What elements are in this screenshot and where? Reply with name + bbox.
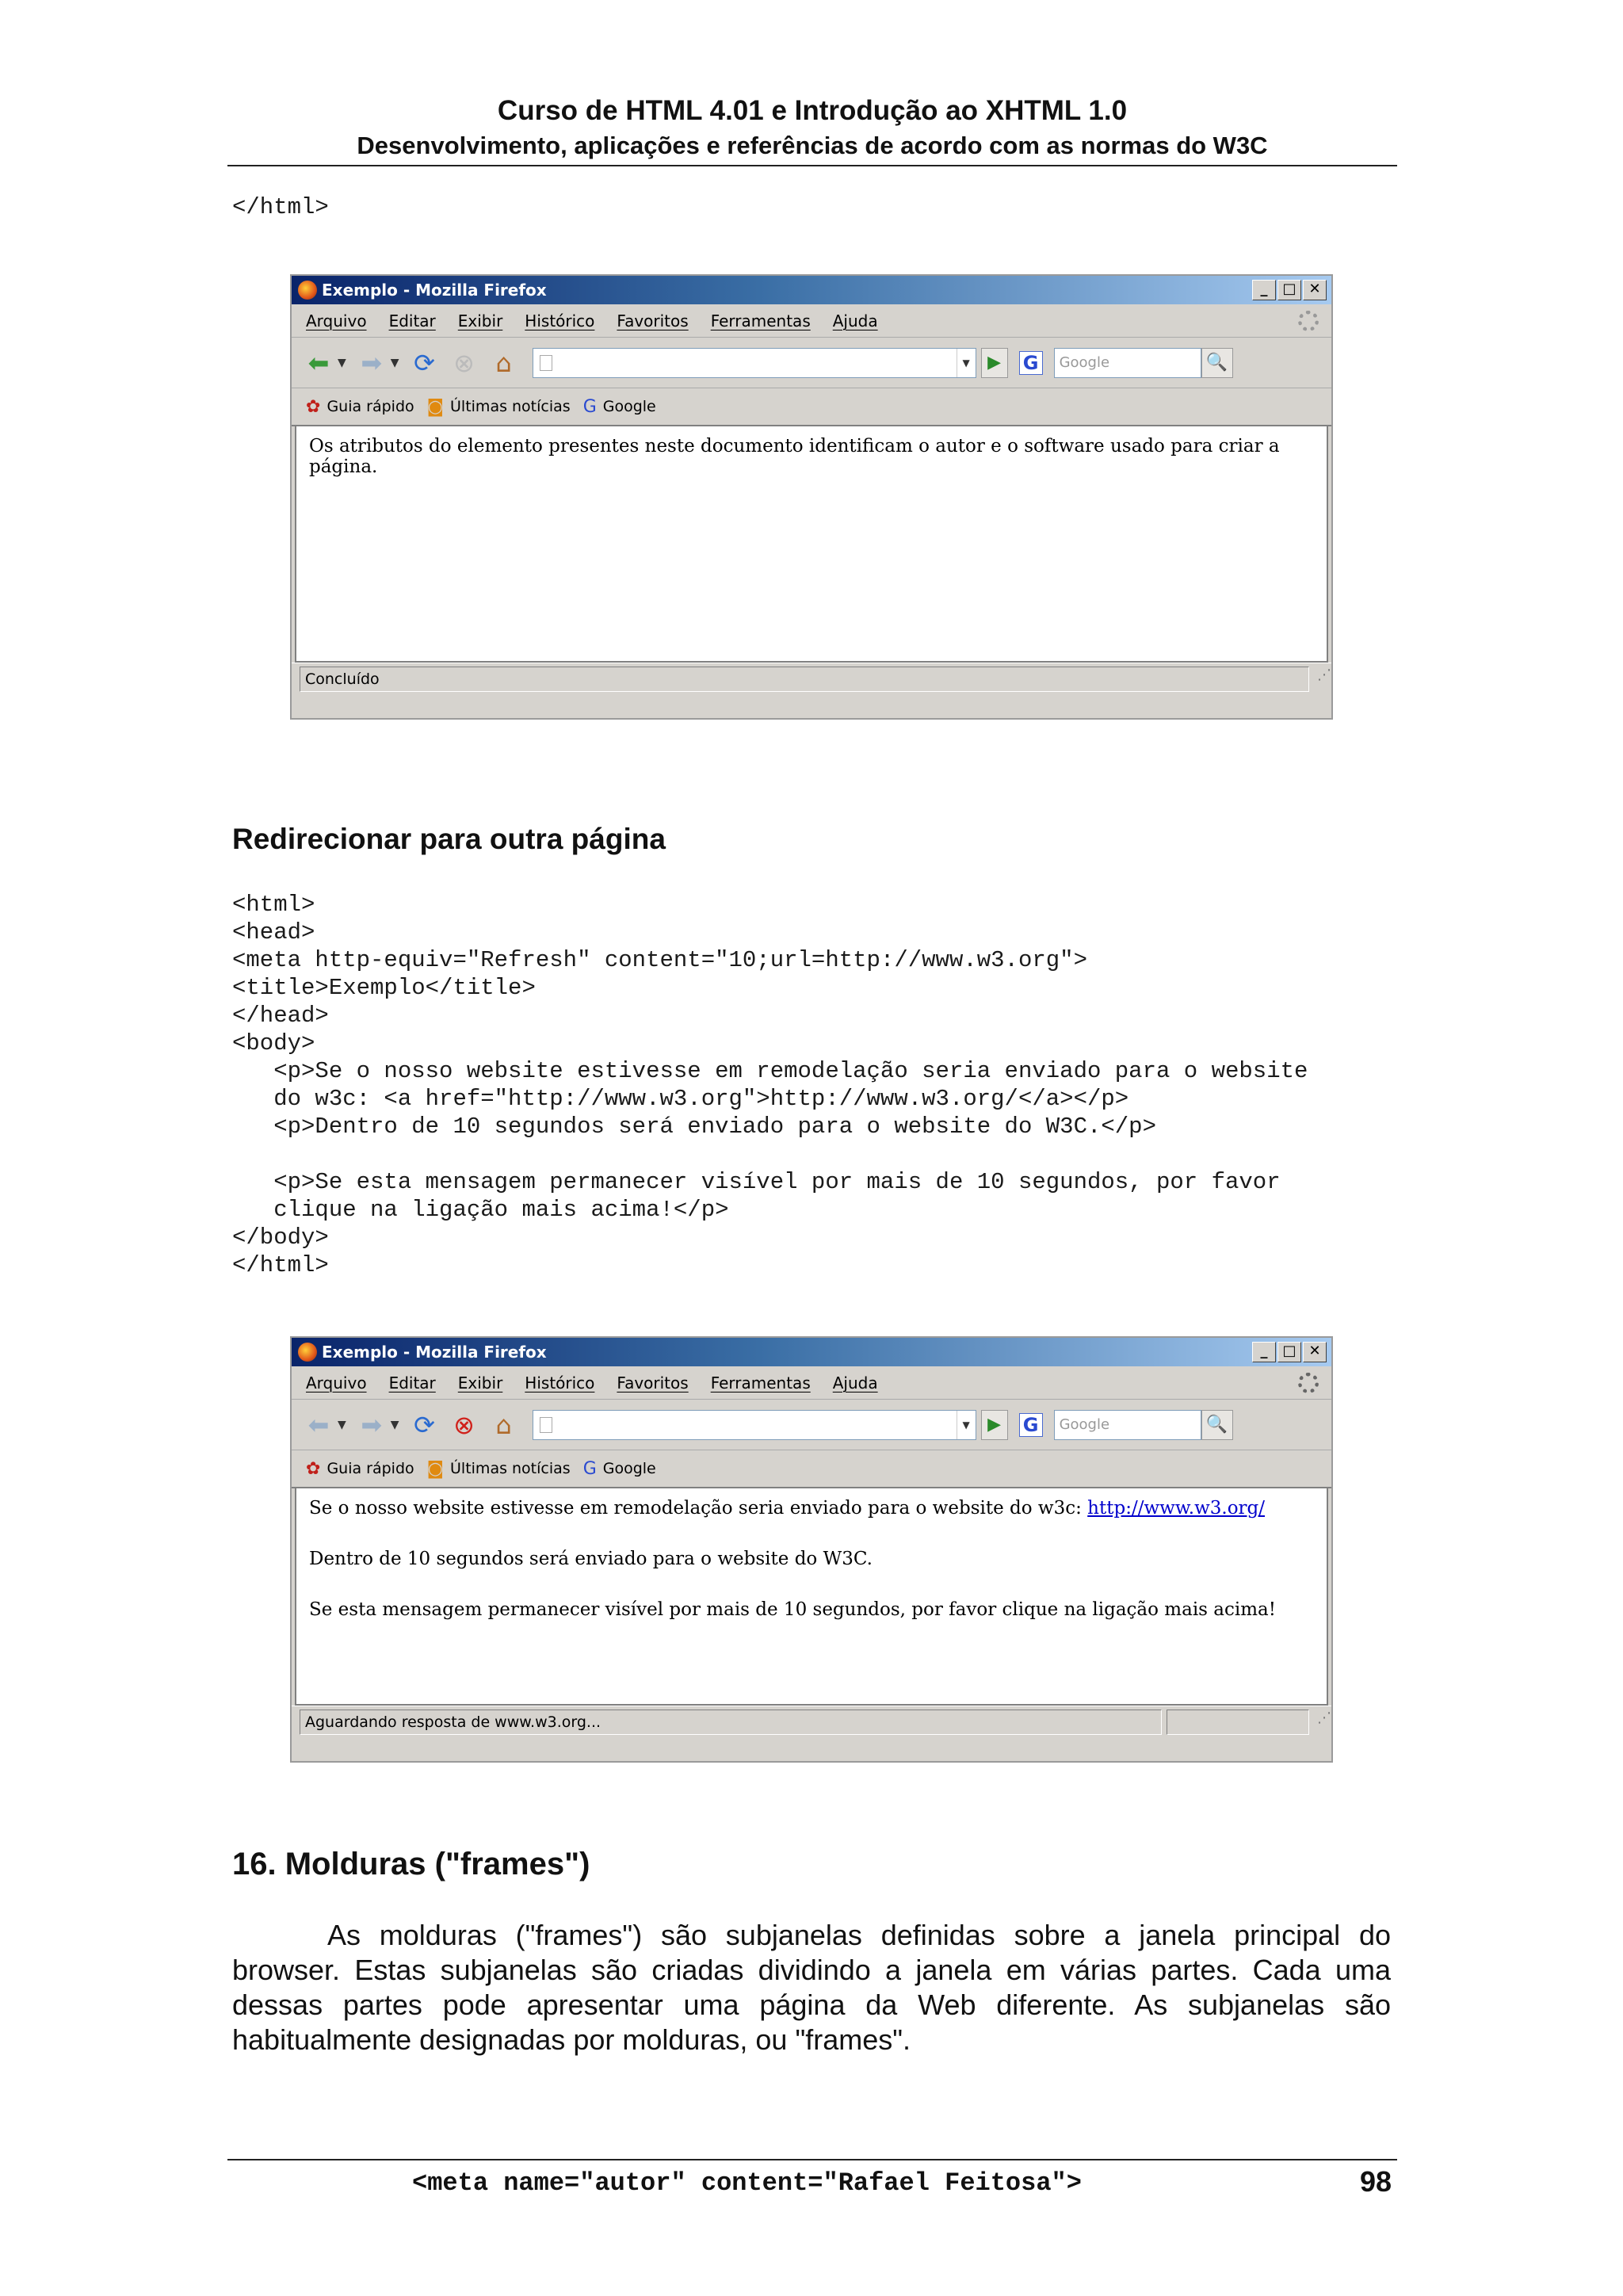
menu-favoritos[interactable]: Favoritos — [617, 1373, 689, 1392]
maximize-button[interactable]: □ — [1277, 280, 1301, 300]
stop-icon[interactable]: ⊗ — [453, 347, 475, 378]
document-title: Curso de HTML 4.01 e Introdução ao XHTML 1.0 — [497, 95, 1128, 126]
page-icon — [540, 355, 552, 371]
redirect-code-block: <html> <head> <meta http-equiv="Refresh" content="10;url=http://www.w3.org"> <title>Exemplo</title> </head> <body> <p>Se o nosso website estivesse em remodelação seria enviado para o website do w3c: <a href="http://www.w3.org">http://www.w3.org/</a></p> <p>Dentro de 10 segundos será enviado para o website do W3C.</p> <p>Se esta mensagem permanecer visível por mais de 10 segundos, por favor clique na ligação mais acima!</p> </body> </html> — [232, 892, 1308, 1278]
content-line-1 — [309, 1498, 1314, 1519]
content-line-3: Se esta mensagem permanecer visível por mais de 10 segundos, por favor clique na ligação mais acima! — [309, 1599, 1277, 1620]
page-icon — [540, 1417, 552, 1433]
back-arrow-icon[interactable]: ⬅ — [307, 347, 330, 378]
window-title: Exemplo - Mozilla Firefox — [322, 1343, 547, 1362]
bookmarks-toolbar — [292, 388, 1331, 426]
go-button[interactable]: ▶ — [981, 348, 1008, 378]
firefox-icon — [298, 1343, 317, 1362]
close-button[interactable]: ✕ — [1303, 1342, 1327, 1362]
forward-arrow-icon[interactable]: ➡ — [361, 347, 383, 378]
firefox-icon — [298, 281, 317, 300]
google-icon: G — [582, 1458, 597, 1479]
reload-icon[interactable]: ⟳ — [414, 1409, 435, 1440]
red-bird-icon: ✿ — [306, 1458, 321, 1479]
status-text: Aguardando resposta de www.w3.org... — [300, 1710, 1162, 1735]
footer-code: <meta name="autor" content="Rafael Feitosa"> — [412, 2168, 1082, 2198]
stop-icon[interactable]: ⊗ — [453, 1409, 475, 1440]
back-arrow-icon[interactable]: ⬅ — [307, 1409, 330, 1440]
back-dropdown-icon[interactable]: ▼ — [338, 356, 346, 369]
bookmark-label: Últimas notícias — [450, 1460, 571, 1477]
navigation-toolbar — [292, 338, 1331, 388]
browser-window-1 — [290, 274, 1333, 720]
go-button[interactable]: ▶ — [981, 1410, 1008, 1440]
menu-favoritos[interactable]: Favoritos — [617, 311, 689, 330]
bookmark-guia-rapido[interactable] — [306, 397, 414, 417]
rss-icon: ◙ — [426, 1458, 445, 1479]
menu-ferramentas[interactable]: Ferramentas — [710, 311, 811, 330]
menu-exibir[interactable]: Exibir — [457, 1373, 503, 1392]
section-heading-frames: 16. Molduras ("frames") — [232, 1847, 590, 1881]
menu-historico[interactable]: Histórico — [525, 1373, 595, 1392]
menu-editar[interactable]: Editar — [388, 311, 436, 330]
forward-dropdown-icon[interactable]: ▼ — [390, 1418, 399, 1431]
url-dropdown-icon[interactable]: ▼ — [957, 1411, 976, 1439]
bookmark-label: Google — [602, 1460, 656, 1477]
browser-window-2 — [290, 1336, 1333, 1763]
home-icon[interactable]: ⌂ — [495, 347, 512, 378]
throbber-icon — [1298, 1373, 1319, 1393]
url-dropdown-icon[interactable]: ▼ — [957, 349, 976, 377]
back-dropdown-icon[interactable]: ▼ — [338, 1418, 346, 1431]
forward-arrow-icon[interactable]: ➡ — [361, 1409, 383, 1440]
paragraph-text: As molduras ("frames") são subjanelas definidas sobre a janela principal do browser. Estas subjanelas são criadas dividindo a janela em várias partes. Cada uma dessas partes pode apresentar uma página da Web diferente. As subjanelas são habitualmente designadas por molduras, ou "frames". — [232, 1919, 1391, 2056]
close-button[interactable]: ✕ — [1303, 280, 1327, 300]
bookmark-label: Guia rápido — [327, 1460, 414, 1477]
minimize-button[interactable]: _ — [1252, 280, 1276, 300]
search-button[interactable]: 🔍 — [1201, 1410, 1233, 1440]
frames-paragraph — [232, 1918, 1391, 2057]
page-number: 98 — [1359, 2165, 1392, 2198]
footer-rule — [227, 2159, 1397, 2160]
menu-ajuda[interactable]: Ajuda — [832, 311, 878, 330]
content-line-2: Dentro de 10 segundos será enviado para o website do W3C. — [309, 1549, 873, 1569]
content-text: Os atributos do elemento presentes neste documento identificam o autor e o software usado para criar a página. — [309, 436, 1280, 477]
url-input[interactable] — [533, 348, 976, 378]
document-subtitle: Desenvolvimento, aplicações e referências de acordo com as normas do W3C — [357, 132, 1268, 159]
window-title: Exemplo - Mozilla Firefox — [322, 281, 547, 300]
bookmark-label: Últimas notícias — [450, 398, 571, 415]
reload-icon[interactable]: ⟳ — [414, 347, 435, 378]
title-bar — [292, 1338, 1331, 1366]
progress-bar — [1167, 1710, 1309, 1735]
menu-arquivo[interactable]: Arquivo — [306, 311, 367, 330]
menu-arquivo[interactable]: Arquivo — [306, 1373, 367, 1392]
search-button[interactable]: 🔍 — [1201, 348, 1233, 378]
menu-ferramentas[interactable]: Ferramentas — [710, 1373, 811, 1392]
minimize-button[interactable]: _ — [1252, 1342, 1276, 1362]
google-engine-icon[interactable]: G — [1019, 351, 1043, 375]
bookmark-ultimas-noticias[interactable] — [427, 1459, 571, 1479]
resize-grip-icon[interactable]: ⋰ — [1317, 1709, 1331, 1726]
menu-exibir[interactable]: Exibir — [457, 311, 503, 330]
menu-historico[interactable]: Histórico — [525, 311, 595, 330]
menu-bar — [292, 304, 1331, 338]
page-content — [295, 1488, 1328, 1706]
title-bar — [292, 276, 1331, 304]
menu-bar — [292, 1366, 1331, 1400]
status-text: Concluído — [300, 667, 1309, 692]
bookmark-ultimas-noticias[interactable] — [427, 397, 571, 417]
search-input[interactable]: Google — [1054, 348, 1201, 378]
google-icon: G — [582, 396, 597, 417]
bookmarks-toolbar — [292, 1450, 1331, 1488]
url-input[interactable] — [533, 1410, 976, 1440]
maximize-button[interactable]: □ — [1277, 1342, 1301, 1362]
resize-grip-icon[interactable]: ⋰ — [1317, 666, 1331, 683]
bookmark-google[interactable] — [583, 397, 656, 417]
status-bar — [292, 1706, 1331, 1737]
search-input[interactable]: Google — [1054, 1410, 1201, 1440]
bookmark-guia-rapido[interactable] — [306, 1459, 414, 1479]
throbber-icon — [1298, 311, 1319, 331]
forward-dropdown-icon[interactable]: ▼ — [390, 356, 399, 369]
section-heading-redirect: Redirecionar para outra página — [232, 823, 666, 855]
bookmark-google[interactable] — [583, 1459, 656, 1479]
w3-link[interactable]: http://www.w3.org/ — [1087, 1498, 1266, 1519]
rss-icon: ◙ — [426, 396, 445, 417]
header-rule — [227, 165, 1397, 166]
google-engine-icon[interactable]: G — [1019, 1413, 1043, 1437]
page-content — [295, 426, 1328, 663]
top-code-snippet: </html> — [232, 194, 329, 220]
red-bird-icon: ✿ — [306, 396, 321, 417]
bookmark-label: Google — [602, 398, 656, 415]
menu-editar[interactable]: Editar — [388, 1373, 436, 1392]
content-text: Se o nosso website estivesse em remodelação seria enviado para o website do w3c: — [309, 1498, 1088, 1519]
bookmark-label: Guia rápido — [327, 398, 414, 415]
home-icon[interactable]: ⌂ — [495, 1409, 512, 1440]
menu-ajuda[interactable]: Ajuda — [832, 1373, 878, 1392]
navigation-toolbar — [292, 1400, 1331, 1450]
status-bar — [292, 663, 1331, 694]
